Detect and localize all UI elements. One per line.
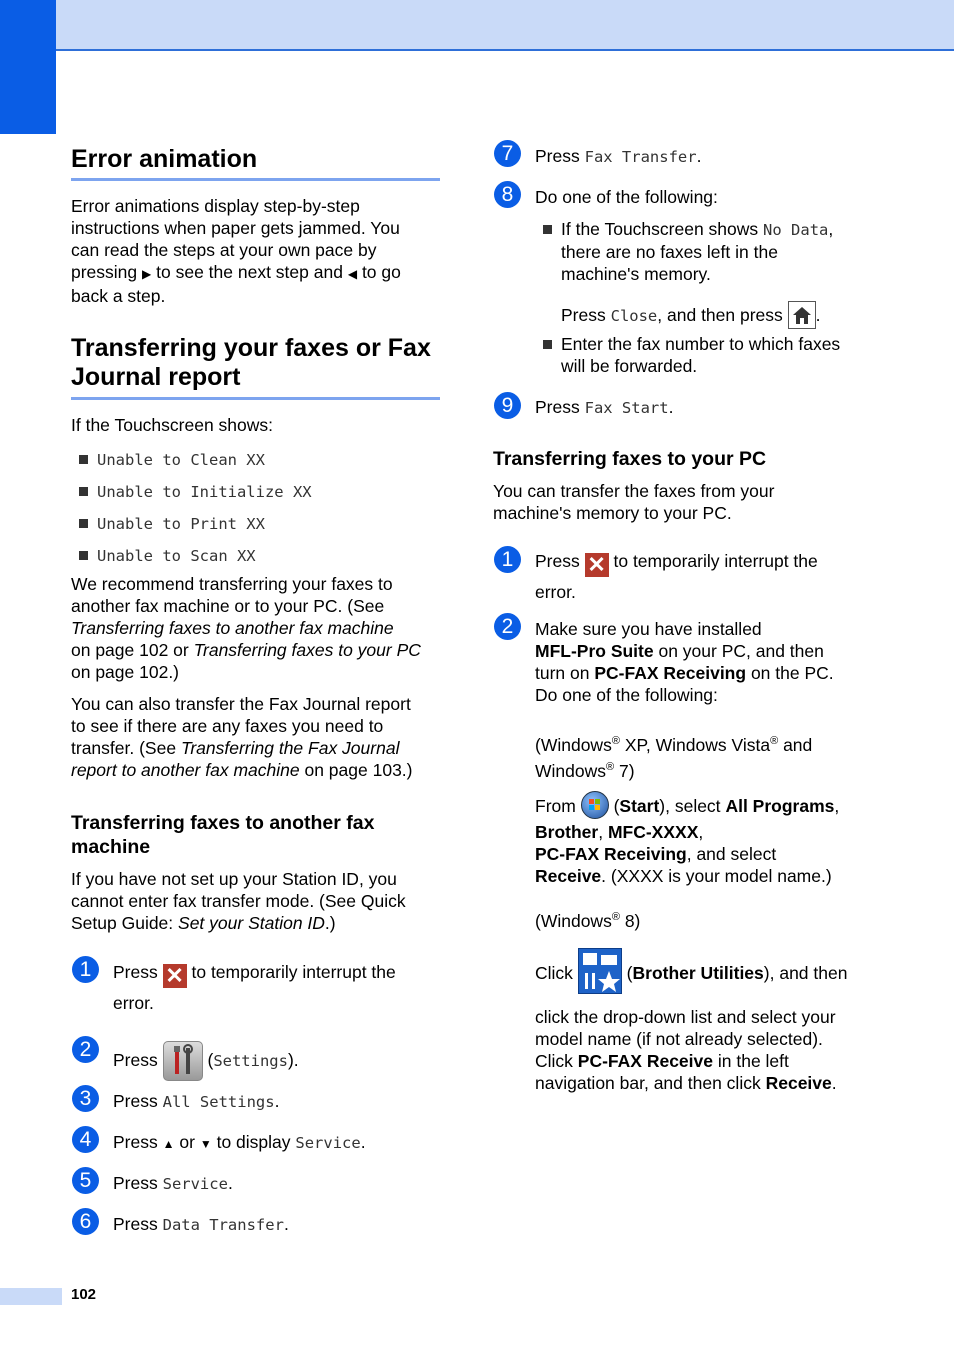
step-number: 7 <box>494 140 521 167</box>
left-arrow-icon: ◀ <box>347 267 358 281</box>
chapter-tab <box>0 0 56 134</box>
step-number: 8 <box>494 181 521 208</box>
step-number: 9 <box>494 392 521 419</box>
step-8-option-2: Enter the fax number to which faxes will be forwarded. <box>543 333 873 377</box>
pc-step-2: Make sure you have installed MFL-Pro Suite on your PC, and then turn on PC-FAX Receiving on the PC. Do one of the following: <box>535 619 834 705</box>
list-item: Unable to Scan XX <box>79 544 312 576</box>
step-number: 5 <box>72 1167 99 1194</box>
windows-8-instructions: Click (Brother Utilities), and then click the drop-down list and select your model name (if not already selected). Click PC-FAX Receive in the left navigation bar, and then click Receive. <box>535 948 875 1094</box>
up-arrow-icon: ▲ <box>162 1137 175 1151</box>
link-another-fax[interactable]: Transferring faxes to another fax machine <box>71 618 394 638</box>
windows-7-instructions: From (Start), select All Programs, Brother, MFC-XXXX, PC-FAX Receiving, and select Receive. (XXXX is your model name.) <box>535 791 875 887</box>
link-journal[interactable]: Transferring the Fax Journal <box>180 738 400 758</box>
x-button-icon: ✕ <box>163 964 187 988</box>
step-2: Press (Settings). <box>113 1041 453 1081</box>
pc-step-1: Press ✕ to temporarily interrupt the error. <box>535 551 818 602</box>
down-arrow-icon: ▼ <box>199 1137 212 1151</box>
step-7: Press Fax Transfer. <box>535 146 702 166</box>
step-number: 1 <box>494 546 521 573</box>
step-3: Press All Settings. <box>113 1091 280 1111</box>
header-bar <box>0 0 954 51</box>
error-animation-text: Error animations display step-by-step instructions when paper gets jammed. You can read the steps at your own pace by pressing ▶ to see the next step and ◀ to go back a step. <box>71 196 401 306</box>
transfer-heading: Transferring your faxes or Fax Journal report <box>71 334 431 391</box>
link-to-pc[interactable]: Transferring faxes to your PC <box>193 640 421 660</box>
journal-paragraph: You can also transfer the Fax Journal report to see if there are any faxes you need to transfer. (See Transferring the Fax Journal report to another fax machine on page 103.) <box>71 694 413 780</box>
settings-icon <box>163 1041 203 1081</box>
windows-7-label: (Windows® XP, Windows Vista® and Windows® 7) <box>535 735 813 781</box>
recommend-paragraph: We recommend transferring your faxes to another fax machine or to your PC. (See Transferring faxes to another fax machine on page 102 or Transferring faxes to your PC on page 102.) <box>71 574 421 682</box>
windows-8-label: (Windows® 8) <box>535 911 641 931</box>
step-1: Press ✕ to temporarily interrupt the error. <box>113 962 396 1013</box>
station-id-paragraph: If you have not set up your Station ID, you cannot enter fax transfer mode. (See Quick Setup Guide: Set your Station ID.) <box>71 869 406 933</box>
windows-start-icon <box>581 791 609 819</box>
list-item: Unable to Print XX <box>79 512 312 544</box>
step-9: Press Fax Start. <box>535 397 674 417</box>
to-pc-heading: Transferring faxes to your PC <box>493 448 767 470</box>
footer-bar <box>0 1288 62 1305</box>
step-number: 4 <box>72 1126 99 1153</box>
to-pc-intro: You can transfer the faxes from your machine's memory to your PC. <box>493 481 775 523</box>
step-number: 2 <box>72 1036 99 1063</box>
step-number: 2 <box>494 613 521 640</box>
step-number: 6 <box>72 1208 99 1235</box>
intro-text: If the Touchscreen shows: <box>71 415 274 435</box>
step-8-option-1: If the Touchscreen shows No Data, there are no faxes left in the machine's memory. Press Close, and then press . <box>543 218 873 329</box>
list-item: Unable to Initialize XX <box>79 480 312 512</box>
list-item: Unable to Clean XX <box>79 448 312 480</box>
step-8: Do one of the following: <box>535 187 718 207</box>
page-number: 102 <box>71 1286 97 1303</box>
brother-utilities-icon <box>578 948 622 994</box>
step-number: 3 <box>72 1085 99 1112</box>
message-list <box>79 448 312 576</box>
right-arrow-icon: ▶ <box>142 267 152 281</box>
error-animation-heading: Error animation <box>71 145 258 173</box>
heading-rule <box>71 397 440 400</box>
step-5: Press Service. <box>113 1173 233 1193</box>
heading-rule <box>71 178 440 181</box>
step-4: Press ▲ or ▼ to display Service. <box>113 1132 366 1152</box>
another-fax-heading: Transferring faxes to another fax machine <box>71 812 375 858</box>
x-button-icon: ✕ <box>585 553 609 577</box>
step-6: Press Data Transfer. <box>113 1214 289 1234</box>
home-icon <box>788 301 816 329</box>
step-number: 1 <box>72 956 99 983</box>
